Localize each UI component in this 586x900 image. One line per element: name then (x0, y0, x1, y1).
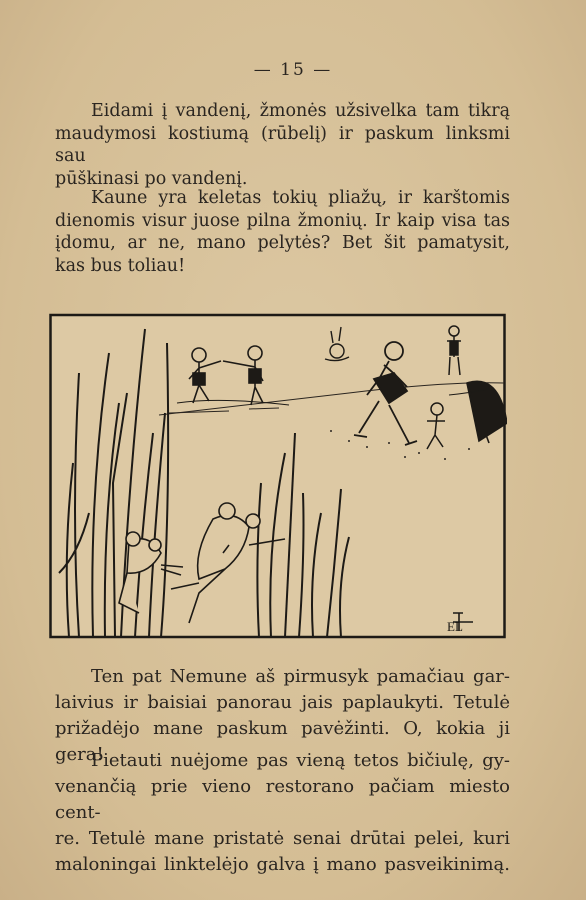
text-line: pūškinasi po vandenį. (55, 168, 248, 189)
beach-illustration (49, 313, 507, 640)
text-line: prižadėjo mane paskum pavėžinti. O, kokia ji gera! (55, 718, 510, 765)
text-line: Pietauti nuėjome pas vieną tetos bičiulę, gy- (91, 750, 510, 771)
text-line: įdomu, ar ne, mano pelytės? Bet šit pamatysit, (55, 233, 510, 253)
paragraph-2 (55, 187, 510, 277)
illustration-frame (51, 315, 505, 637)
text-line: Eidami į vandenį, žmonės užsivelka tam tikrą (91, 101, 510, 121)
text-line: Kaune yra keletas tokių pliažų, ir karštomis (91, 188, 510, 208)
svg-text:EL: EL (447, 619, 463, 634)
text-line: maloningai linktelėjo galva į mano pasveikinimą. (55, 854, 510, 875)
text-line: re. Tetulė mane pristatė senai drūtai pelei, kuri (55, 828, 510, 849)
text-line: maudymosi kostiumą (rūbelį) ir paskum linksmi sau (55, 123, 510, 166)
text-line: Ten pat Nemune aš pirmusyk pamačiau gar- (91, 666, 510, 687)
text-line: venančią prie vieno restorano pačiam miesto cent- (55, 776, 510, 823)
text-line: laivius ir baisiai panorau jais paplaukyti. Tetulė (55, 692, 510, 713)
page-number: — 15 — (253, 60, 333, 80)
text-line: kas bus toliau! (55, 255, 186, 276)
text-line: dienomis visur juose pilna žmonių. Ir kaip visa tas (55, 210, 510, 231)
paragraph-4 (55, 748, 510, 878)
paragraph-1 (55, 100, 510, 190)
